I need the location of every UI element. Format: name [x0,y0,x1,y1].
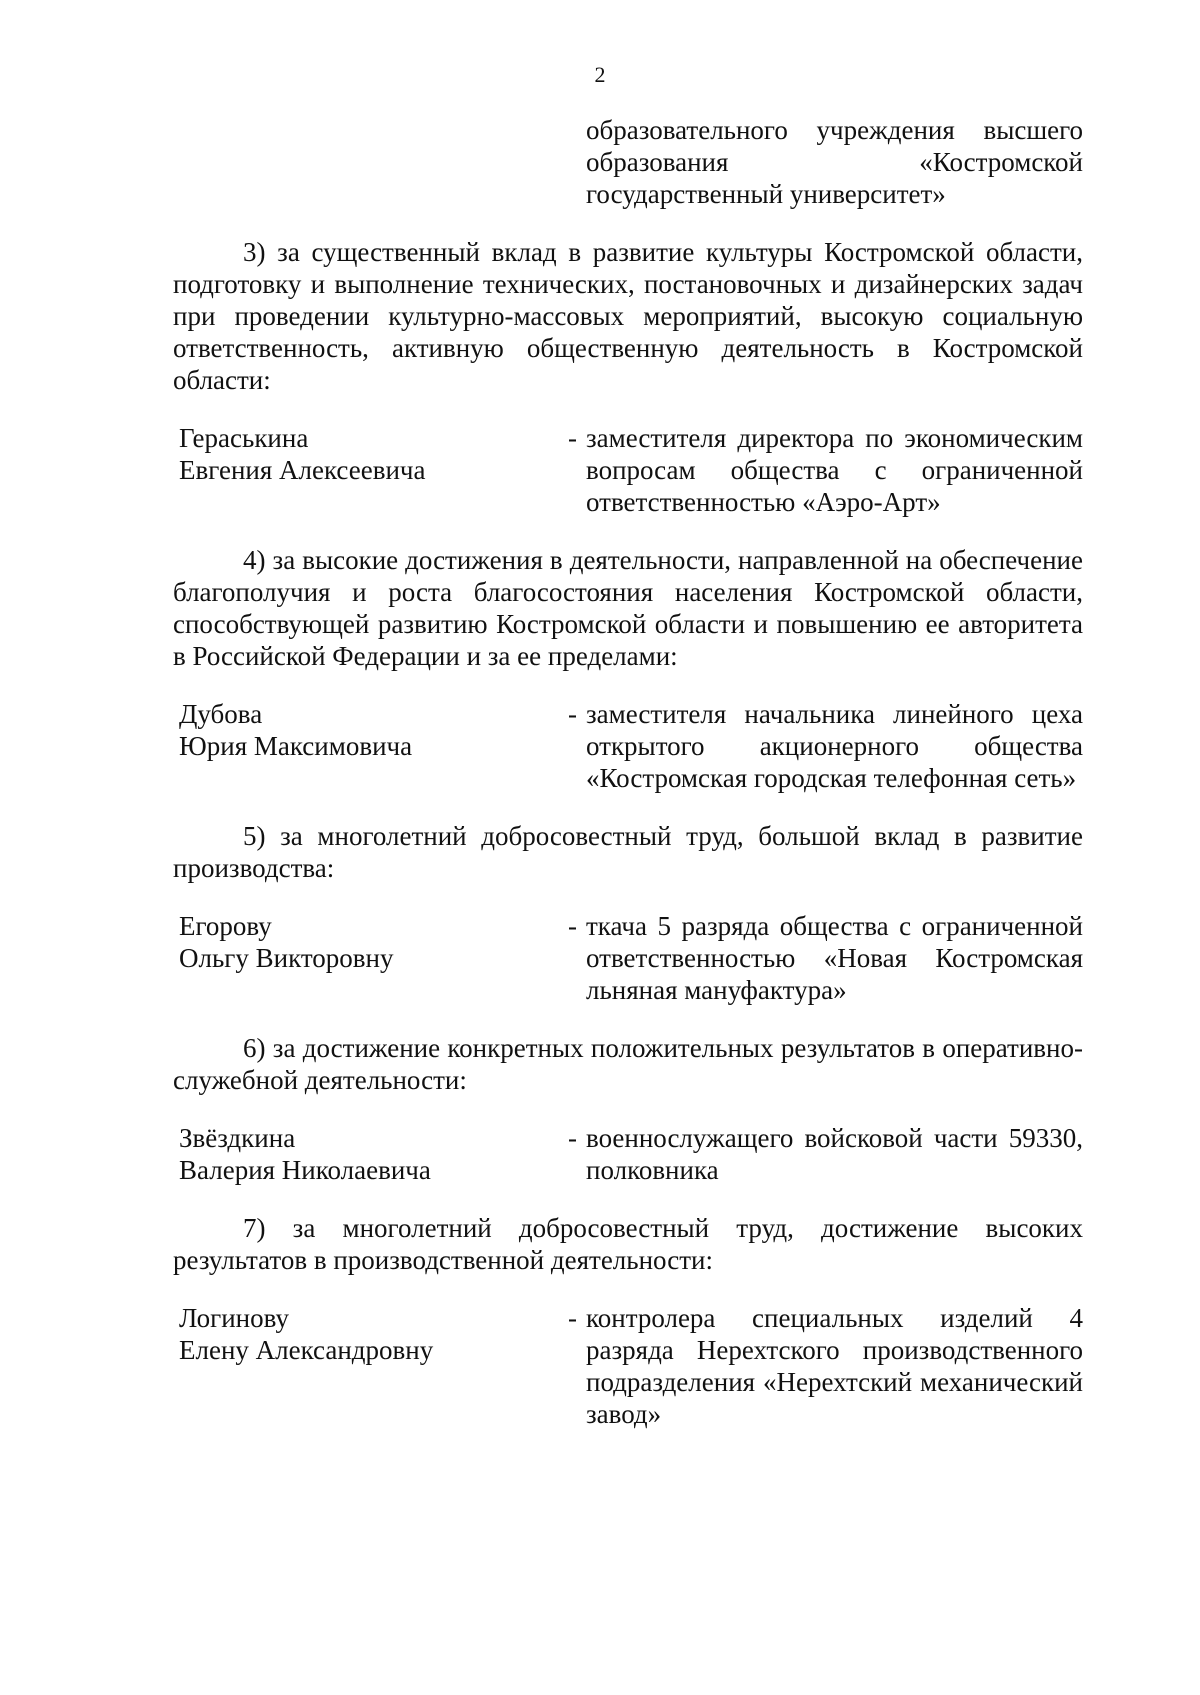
recipient-position: заместителя директора по экономическим вопросам общества с ограниченной ответственностью «Аэро-Арт» [586,423,1083,517]
award-section-6 [173,1032,1083,1186]
entry-dash: - [568,699,577,729]
entry-dash: - [568,911,577,941]
recipient-name [173,1302,559,1430]
document-body [173,114,1083,1430]
section-heading: 3) за существенный вклад в развитие культуры Костромской области, подготовку и выполнение технических, постановочных и дизайнерских задач при проведении культурно-массовых мероприятий, высокую социальную ответственность, активную общественную деятельность в Костромской области: [173,237,1083,395]
continuation-text: образовательного учреждения высшего образования «Костромской государственный университет» [586,115,1083,209]
award-entry [173,910,1083,1006]
award-section-3 [173,236,1083,518]
award-section-5 [173,820,1083,1006]
entry-dash: - [568,1123,577,1153]
recipient-given-names: Ольгу Викторовну [179,943,394,973]
recipient-surname: Гераськина [179,423,309,453]
award-entry [173,1302,1083,1430]
recipient-given-names: Евгения Алексеевича [179,455,426,485]
recipient-name [173,1122,559,1186]
award-entry [173,422,1083,518]
recipient-given-names: Валерия Николаевича [179,1155,431,1185]
award-section-7 [173,1212,1083,1430]
page-number: 2 [594,62,606,87]
section-heading: 7) за многолетний добросовестный труд, достижение высоких результатов в производственной деятельности: [173,1213,1083,1275]
entry-dash: - [568,423,577,453]
recipient-surname: Дубова [179,699,263,729]
section-heading: 5) за многолетний добросовестный труд, большой вклад в развитие производства: [173,821,1083,883]
recipient-name [173,698,559,794]
award-entry [173,698,1083,794]
section-heading: 4) за высокие достижения в деятельности, направленной на обеспечение благополучия и роста благосостояния населения Костромской области, способствующей развитию Костромской области и повышению ее авторитета в Российской Федерации и за ее пределами: [173,545,1083,671]
recipient-position: ткача 5 разряда общества с ограниченной ответственностью «Новая Костромская льняная мануфактура» [586,911,1083,1005]
recipient-given-names: Юрия Максимовича [179,731,413,761]
entry-dash: - [568,1303,577,1333]
recipient-name [173,910,559,1006]
recipient-position: заместителя начальника линейного цеха открытого акционерного общества «Костромская городская телефонная сеть» [586,699,1083,793]
recipient-name [173,422,559,518]
section-heading: 6) за достижение конкретных положительных результатов в оперативно-служебной деятельности: [173,1033,1083,1095]
award-entry [173,1122,1083,1186]
award-section-4 [173,544,1083,794]
recipient-surname: Егорову [179,911,272,941]
recipient-position: военнослужащего войсковой части 59330, полковника [586,1123,1083,1185]
recipient-position: контролера специальных изделий 4 разряда Нерехтского производственного подразделения «Нерехтский механический завод» [586,1303,1083,1429]
recipient-surname: Логинову [179,1303,289,1333]
recipient-surname: Звёздкина [179,1123,296,1153]
recipient-given-names: Елену Александровну [179,1335,434,1365]
